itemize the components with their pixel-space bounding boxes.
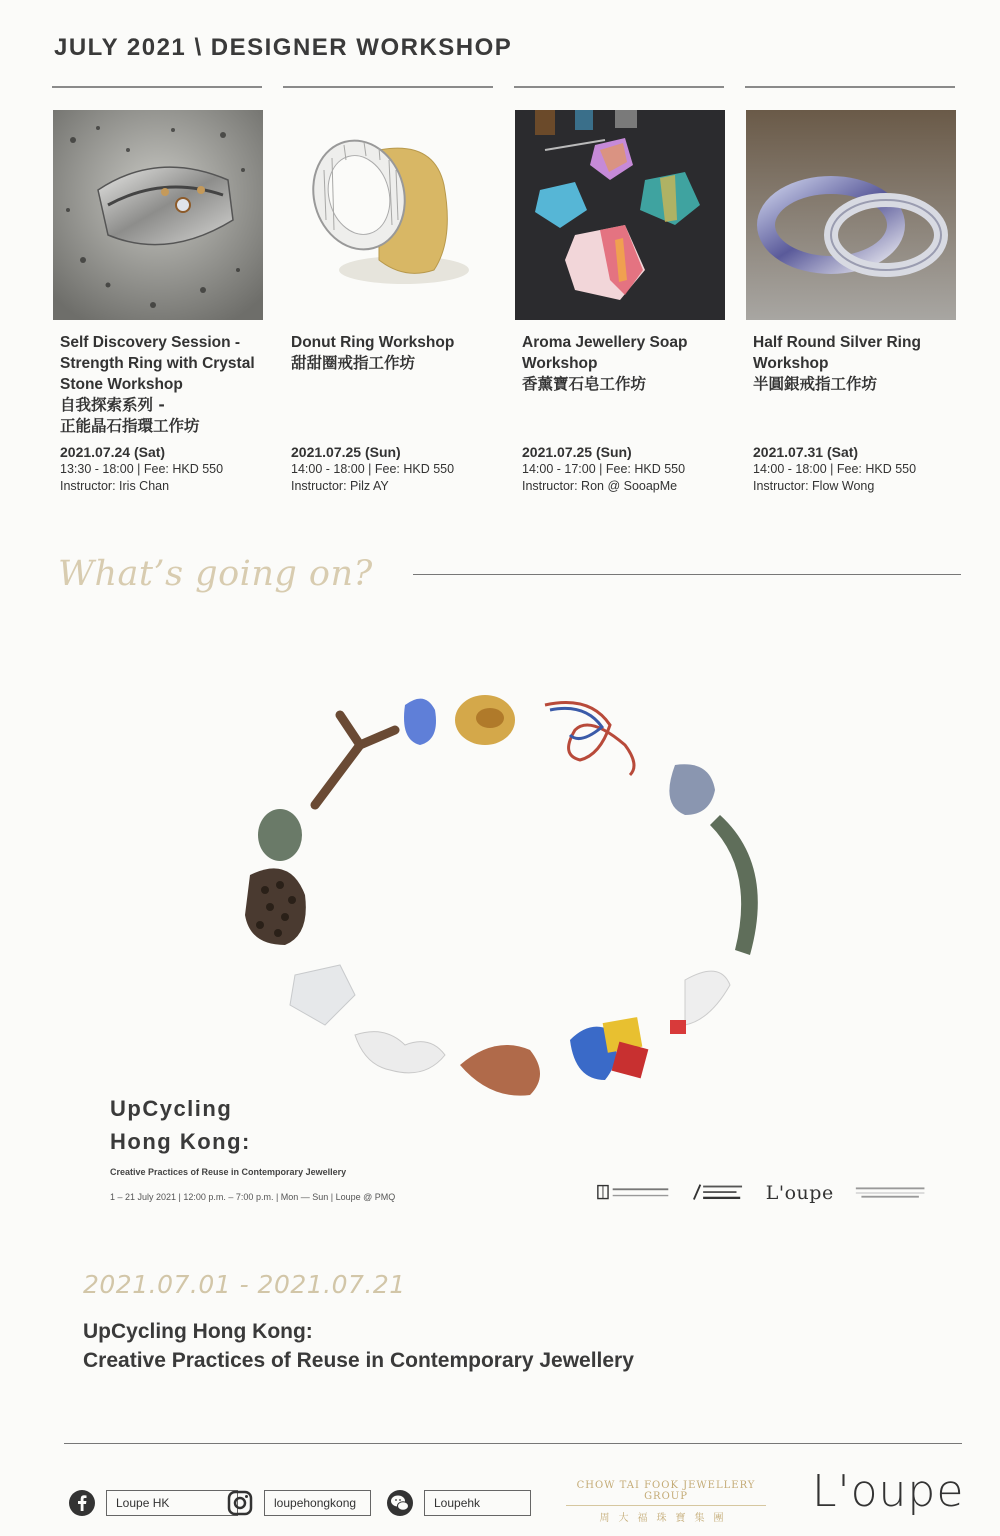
divider <box>64 1443 962 1444</box>
workshop-time-fee: 14:00 - 18:00 | Fee: HKD 550 <box>753 462 917 476</box>
workshop-time-fee: 14:00 - 17:00 | Fee: HKD 550 <box>522 462 686 476</box>
workshop-title: Donut Ring Workshop 甜甜圈戒指工作坊 <box>291 334 455 372</box>
divider <box>745 86 955 88</box>
page-title: JULY 2021 \ DESIGNER WORKSHOP <box>54 34 513 61</box>
academy-of-visual-arts-logo <box>692 1182 746 1204</box>
workshop-instructor: Instructor: Iris Chan <box>60 479 170 493</box>
wechat-handle: Loupehk <box>424 1490 531 1516</box>
facebook-icon <box>68 1489 96 1517</box>
workshop-card <box>284 110 496 493</box>
divider <box>52 86 262 88</box>
silver-rings-photo <box>746 110 956 320</box>
instagram-icon <box>226 1489 254 1517</box>
poster-title: UpCycling Hong Kong: <box>110 1096 251 1154</box>
loupe-logo: L'oupe <box>765 1182 834 1204</box>
workshop-time-fee: 14:00 - 18:00 | Fee: HKD 550 <box>291 462 455 476</box>
event-date: 2021.07.01 - 2021.07.21 <box>83 1270 406 1299</box>
divider <box>283 86 493 88</box>
facebook-link[interactable] <box>68 1489 238 1517</box>
hkbu-logo <box>596 1183 672 1203</box>
poster-info: 1 – 21 July 2021 | 12:00 p.m. – 7:00 p.m. | Mon — Sun | Loupe @ PMQ <box>110 1192 396 1202</box>
workshop-meta <box>522 444 685 495</box>
workshop-time-fee: 13:30 - 18:00 | Fee: HKD 550 <box>60 462 224 476</box>
facebook-handle: Loupe HK <box>106 1490 238 1516</box>
workshop-instructor: Instructor: Pilz AY <box>291 479 389 493</box>
workshop-instructor: Instructor: Flow Wong <box>753 479 875 493</box>
donut-ring-photo <box>284 110 494 320</box>
workshop-card <box>515 110 727 493</box>
crystal-ring-photo <box>53 110 263 320</box>
workshop-card <box>53 110 265 493</box>
divider <box>413 574 961 575</box>
divider <box>514 86 724 88</box>
workshop-title: Aroma Jewellery Soap Workshop 香薰寶石皂工作坊 <box>522 334 688 393</box>
chow-tai-fook-logo <box>854 1184 926 1202</box>
instagram-link[interactable] <box>226 1489 371 1517</box>
upcycled-objects-ring-image <box>230 685 790 1105</box>
workshop-title: Self Discovery Session - Strength Ring with Crystal Stone Workshop 自我探索系列 - 正能晶石指環工作坊 <box>60 334 255 435</box>
section-heading: What’s going on? <box>58 554 373 594</box>
workshop-meta <box>291 444 454 495</box>
workshop-date: 2021.07.31 (Sat) <box>753 444 859 460</box>
wechat-icon <box>386 1489 414 1517</box>
chow-tai-fook-logo: CHOW TAI FOOK JEWELLERY GROUP 周大福珠寶集團 <box>566 1480 766 1524</box>
workshop-instructor: Instructor: Ron @ SooapMe <box>522 479 678 493</box>
workshop-date: 2021.07.24 (Sat) <box>60 444 166 460</box>
workshop-meta <box>753 444 916 495</box>
workshop-title: Half Round Silver Ring Workshop 半圓銀戒指工作坊 <box>753 334 921 393</box>
workshop-meta <box>60 444 223 495</box>
workshop-date: 2021.07.25 (Sun) <box>522 444 632 460</box>
wechat-link[interactable] <box>386 1489 531 1517</box>
event-title: UpCycling Hong Kong: Creative Practices of Reuse in Contemporary Jewellery <box>83 1320 634 1372</box>
poster-subtitle: Creative Practices of Reuse in Contemporary Jewellery <box>110 1167 347 1177</box>
workshop-date: 2021.07.25 (Sun) <box>291 444 401 460</box>
soap-gems-photo <box>515 110 725 320</box>
workshop-card <box>746 110 958 493</box>
instagram-handle: loupehongkong <box>264 1490 371 1516</box>
partner-logos <box>596 1180 926 1206</box>
loupe-logo: L'oupe <box>812 1466 965 1517</box>
